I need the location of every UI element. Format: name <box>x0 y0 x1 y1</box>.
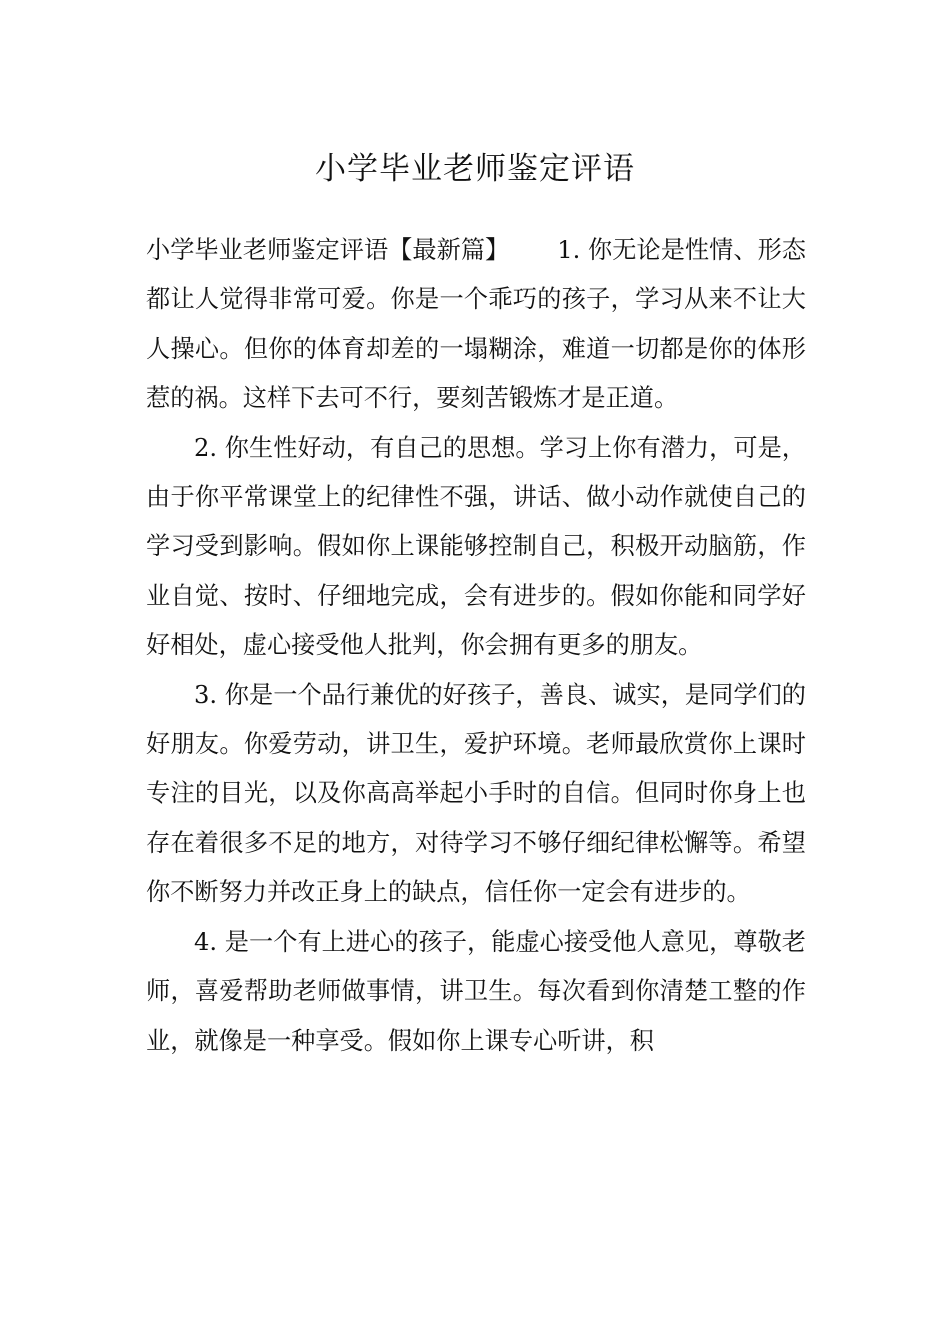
document-title: 小学毕业老师鉴定评语 <box>315 150 635 187</box>
intro-heading: 小学毕业老师鉴定评语【最新篇】 <box>146 236 510 264</box>
paragraph-4: 4. 是一个有上进心的孩子，能虚心接受他人意见，尊敬老师，喜爱帮助老师做事情，讲卫生。每次看到你清楚工整的作业，就像是一种享受。假如你上课专心听讲，积 <box>146 927 806 1055</box>
paragraph-3: 3. 你是一个品行兼优的好孩子，善良、诚实，是同学们的好朋友。你爱劳动，讲卫生，爱护环境。老师最欣赏你上课时专注的目光，以及你高高举起小手时的自信。但同时你身上也存在着很多不足的地方，对待学习不够仔细纪律松懈等。希望你不断努力并改正身上的缺点，信任你一定会有进步的。 <box>146 680 806 907</box>
document-body <box>146 226 806 1066</box>
paragraph-1-text: 1. 你无论是性情、形态都让人觉得非常可爱。你是一个乖巧的孩子，学习从来不让大人操心。但你的体育却差的一塌糊涂，难道一切都是你的体形惹的祸。这样下去可不行，要刻苦锻炼才是正道。 <box>146 236 806 413</box>
paragraph-2: 2. 你生性好动，有自己的思想。学习上你有潜力，可是，由于你平常课堂上的纪律性不强，讲话、做小动作就使自己的学习受到影响。假如你上课能够控制自己，积极开动脑筋，作业自觉、按时、仔细地完成，会有进步的。假如你能和同学好好相处，虚心接受他人批判，你会拥有更多的朋友。 <box>146 433 806 660</box>
paragraph-1 <box>146 226 806 424</box>
